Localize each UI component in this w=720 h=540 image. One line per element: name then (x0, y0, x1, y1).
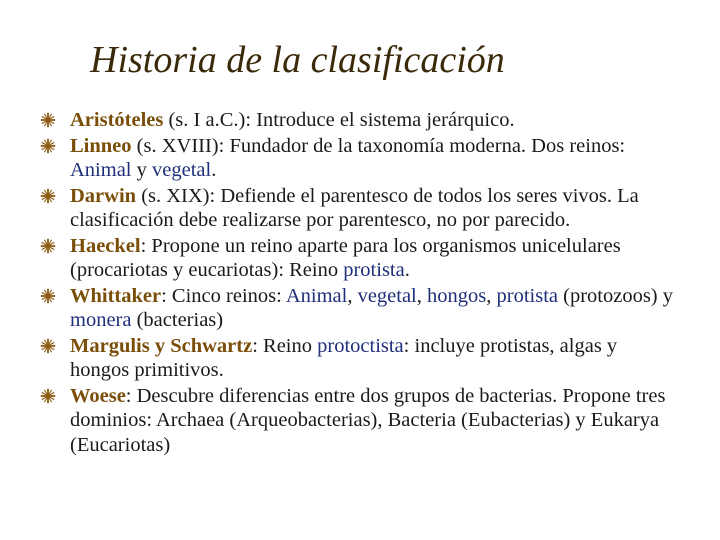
highlight-term: vegetal (152, 159, 212, 181)
item-text: . (404, 259, 410, 281)
sunburst-bullet-icon (40, 288, 56, 304)
item-text: : Propone un reino aparte para los organismos unicelulares (procariotas y eucariotas): Reino (70, 234, 621, 281)
sunburst-bullet-icon (40, 112, 56, 128)
sunburst-bullet-icon (40, 338, 56, 354)
sunburst-bullet-icon (40, 138, 56, 154)
item-text: : Cinco reinos: (161, 284, 286, 307)
item-name: Linneo (70, 134, 132, 157)
item-text: . (211, 159, 217, 181)
sunburst-bullet-icon (40, 388, 56, 404)
item-text: (s. I a.C.): Introduce el sistema jerárquico. (163, 109, 515, 131)
item-name: Darwin (70, 184, 137, 207)
bullet-list (40, 108, 680, 458)
item-text: (protozoos) y (558, 284, 674, 307)
list-item-aristoteles (40, 108, 680, 133)
sunburst-bullet-icon (40, 188, 56, 204)
list-item-linneo (40, 134, 680, 183)
item-name: Haeckel (70, 234, 141, 257)
item-name: Margulis y Schwartz (70, 334, 253, 357)
item-name: Woese (70, 384, 126, 407)
list-item-haeckel (40, 234, 680, 283)
item-text: (bacterias) (131, 309, 224, 331)
highlight-term: Animal (70, 159, 132, 181)
list-item-whittaker (40, 284, 680, 333)
list-item-darwin (40, 184, 680, 233)
item-name: Aristóteles (70, 109, 164, 131)
highlight-term: vegetal (357, 284, 417, 307)
highlight-term: monera (70, 309, 132, 331)
item-text: (s. XIX): Defiende el parentesco de todos los seres vivos. La clasificación debe realizarse por parentesco, no por parecido. (70, 184, 639, 231)
highlight-term: protista (343, 259, 405, 281)
item-text: (s. XVIII): Fundador de la taxonomía moderna. Dos reinos: (131, 134, 626, 157)
item-text: , (486, 284, 497, 307)
item-text: , (347, 284, 358, 307)
item-text: , (416, 284, 428, 307)
slide-title: Historia de la clasificación (90, 39, 505, 81)
highlight-term: protoctista (317, 334, 404, 357)
item-text: : Reino (252, 334, 318, 357)
list-item-margulis-schwartz (40, 334, 680, 383)
highlight-term: hongos (427, 284, 487, 307)
item-text: y (131, 159, 152, 181)
item-text: : Descubre diferencias entre dos grupos de bacterias. Propone tres dominios: Archaea (Arqueobacterias), Bacteria (Eubacterias) y Eukarya (Eucariotas) (70, 384, 666, 456)
highlight-term: Animal (285, 284, 348, 307)
item-name: Whittaker (70, 284, 162, 307)
highlight-term: protista (496, 284, 558, 307)
list-item-woese (40, 384, 680, 458)
item-text: : incluye protistas, algas y hongos primitivos. (70, 334, 618, 381)
sunburst-bullet-icon (40, 238, 56, 254)
